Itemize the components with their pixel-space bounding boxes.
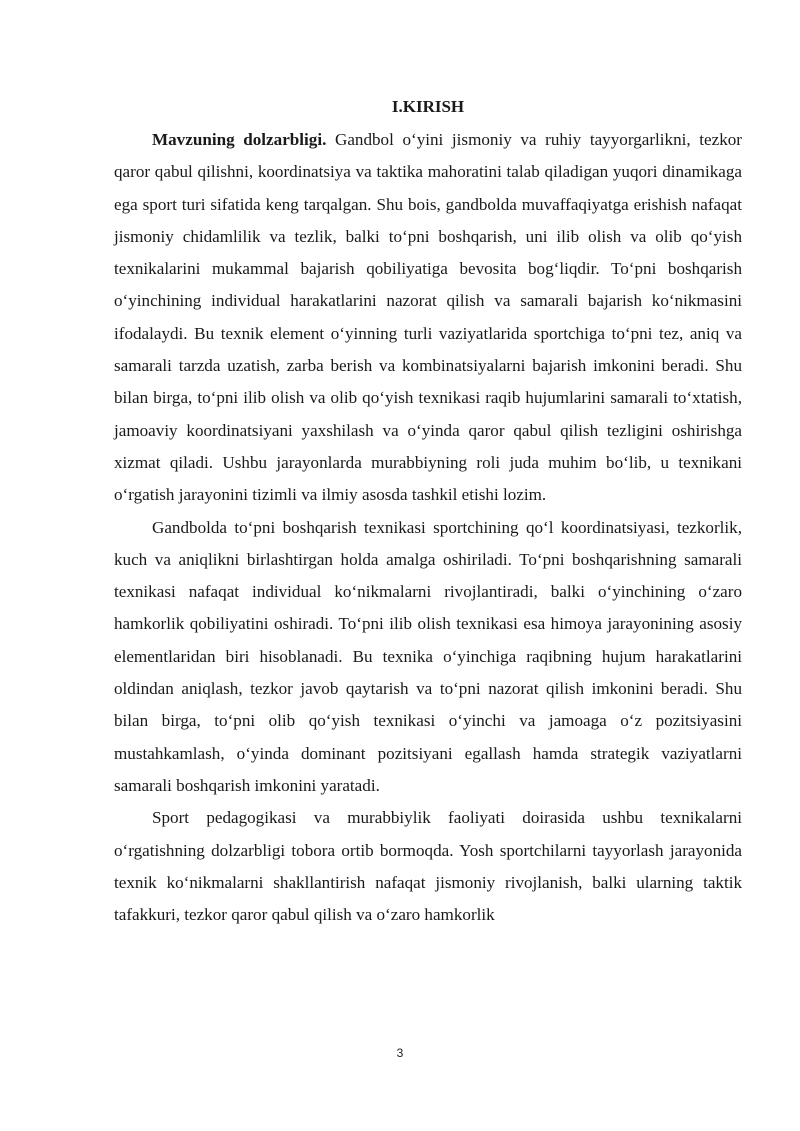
paragraph-text: Gandbol o‘yini jismoniy va ruhiy tayyorgarlikni, tezkor qaror qabul qilishni, koordinatsiya va taktika mahoratini talab qiladigan yuqori dinamikaga ega sport turi sifatida keng tarqalgan. Shu bois, gandbolda muvaffaqiyatga erishish nafaqat jismoniy chidamlilik va tezlik, balki to‘pni boshqarish, uni ilib olish va olib qo‘yish texnikalarini mukammal bajarish qobiliyatiga bevosita bog‘liqdir. To‘pni boshqarish o‘yinchining individual harakatlarini nazorat qilish va samarali bajarish ko‘nikmasini ifodalaydi. Bu texnik element o‘yinning turli vaziyatlarida sportchiga to‘pni tez, aniq va samarali tarzda uzatish, zarba berish va kombinatsiyalarni bajarish imkonini beradi. Shu bilan birga, to‘pni ilib olish va olib qo‘yish texnikasi raqib hujumlarini samarali to‘xtatish, jamoaviy koordinatsiyani yaxshilash va o‘yinda qaror qabul qilish tezligini oshirishga xizmat qiladi. Ushbu jarayonlarda murabbiyning roli juda muhim bo‘lib, u texnikani o‘rgatish jarayonini tizimli va ilmiy asosda tashkil etishi lozim. [114,130,742,505]
paragraph-lead: Mavzuning dolzarbligi. [152,130,327,149]
paragraph-text: Sport pedagogikasi va murabbiylik faoliyati doirasida ushbu texnikalarni o‘rgatishning dolzarbligi tobora ortib bormoqda. Yosh sportchilarni tayyorlash jarayonida texnik ko‘nikmalarni shakllantirish nafaqat jismoniy rivojlanish, balki ularning taktik tafakkuri, tezkor qaror qabul qilish va o‘zaro hamkorlik [114,808,742,925]
paragraph-1 [114,124,742,512]
paragraph-2 [114,512,742,803]
paragraph-text: Gandbolda to‘pni boshqarish texnikasi sportchining qo‘l koordinatsiyasi, tezkorlik, kuch va aniqlikni birlashtirgan holda amalga oshiriladi. To‘pni boshqarishning samarali texnikasi nafaqat individual ko‘nikmalarni rivojlantiradi, balki o‘yinchining o‘zaro hamkorlik qobiliyatini oshiradi. To‘pni ilib olish texnikasi esa himoya jarayonining asosiy elementlaridan biri hisoblanadi. Bu texnika o‘yinchiga raqibning hujum harakatlarini oldindan aniqlash, tezkor javob qaytarish va to‘pni nazorat qilish imkonini beradi. Shu bilan birga, to‘pni olib qo‘yish texnikasi o‘yinchi va jamoaga o‘z pozitsiyasini mustahkamlash, o‘yinda dominant pozitsiyani egallash hamda strategik vaziyatlarni samarali boshqarish imkonini yaratadi. [114,517,742,795]
page-number: 3 [396,1046,404,1060]
section-heading: I.KIRISH [391,97,465,116]
paragraph-3 [114,802,742,931]
document-body [114,96,742,931]
